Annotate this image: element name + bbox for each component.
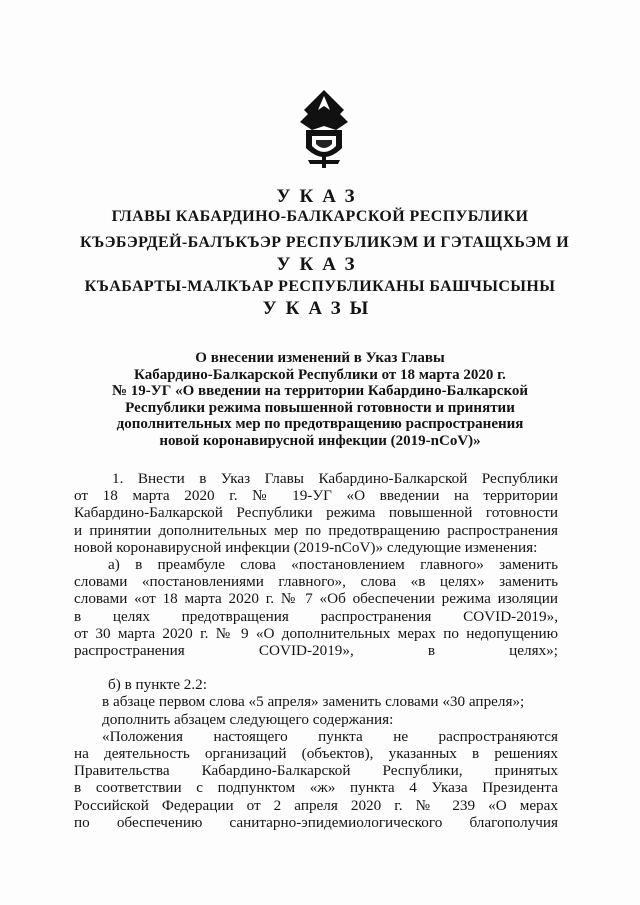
- decree-heading-3: УКАЗЫ: [262, 298, 378, 319]
- head-title-ru: ГЛАВЫ КАБАРДИНО-БАЛКАРСКОЙ РЕСПУБЛИКИ: [111, 208, 529, 225]
- body-line: Правительства Кабардино-Балкарской Республики, принятых: [74, 762, 558, 780]
- body-line: в соответствии с подпунктом «ж» пункта 4 Указа Президента: [74, 779, 558, 797]
- title-line: новой коронавирусной инфекции (2019-nCoV)»: [159, 432, 481, 449]
- title-line: Республики режима повышенной готовности и принятии: [125, 399, 515, 416]
- body-line: в целях предотвращения распространения COVID-2019»,: [74, 607, 558, 625]
- head-title-krc: КЪАБАРТЫ-МАЛКЪАР РЕСПУБЛИКАНЫ БАШЧЫСЫНЫ: [84, 278, 556, 295]
- decree-heading-2: УКАЗ: [276, 254, 364, 275]
- body-line: «Положения настоящего пункта не распространяются: [102, 727, 558, 745]
- body-line: 1. Внести в Указ Главы Кабардино-Балкарской Республики: [112, 470, 558, 487]
- title-line: дополнительных мер по предотвращению распространения: [116, 416, 524, 433]
- body-line: по обеспечению санитарно-эпидемиологического благополучия: [74, 813, 558, 831]
- title-line: Кабардино-Балкарской Республики от 18 марта 2020 г.: [134, 366, 506, 383]
- body-line: словами «постановлениями главного», слова «в целях» заменить: [74, 573, 558, 591]
- body-line: а) в преамбуле слова «постановлением главного» заменить: [108, 555, 558, 573]
- body-line: [74, 659, 558, 676]
- head-title-kbd: КЪЭБЭРДЕЙ-БАЛЪКЪЭР РЕСПУБЛИКЭМ И ГЭТАЩХЬЭМ И: [80, 234, 570, 251]
- body-line: дополнить абзацем следующего содержания:: [102, 710, 394, 728]
- body-line: распространения COVID-2019», в целях»;: [74, 641, 558, 659]
- body-line: Российской Федерации от 2 апреля 2020 г. № 239 «О мерах: [74, 796, 558, 814]
- body-line: и принятии дополнительных мер по предотвращению распространения: [74, 521, 558, 539]
- body-line: словами «от 18 марта 2020 г. № 7 «Об обеспечении режима изоляции: [74, 590, 558, 608]
- decree-heading-1: УКАЗ: [276, 186, 364, 207]
- body-line: от 18 марта 2020 г. № 19-УГ «О введении на территории: [74, 487, 558, 505]
- coat-of-arms-emblem: [294, 86, 354, 172]
- body-line: в абзаце первом слова «5 апреля» заменить словами «30 апреля»;: [102, 693, 525, 711]
- body-line: б) в пункте 2.2:: [108, 676, 207, 694]
- decree-title: [70, 350, 570, 450]
- body-line: на деятельность организаций (объектов), указанных в решениях: [74, 745, 558, 762]
- body-line: от 30 марта 2020 г. № 9 «О дополнительных мерах по недопущению: [74, 624, 558, 642]
- title-line: № 19-УГ «О введении на территории Кабардино-Балкарской: [111, 383, 529, 400]
- body-line: Кабардино-Балкарской Республики режима повышенной готовности: [74, 504, 558, 522]
- body-line: новой коронавирусной инфекции (2019-nCoV)» следующие изменения:: [74, 538, 538, 556]
- title-line: О внесении изменений в Указ Главы: [195, 350, 445, 366]
- decree-body: [74, 470, 558, 831]
